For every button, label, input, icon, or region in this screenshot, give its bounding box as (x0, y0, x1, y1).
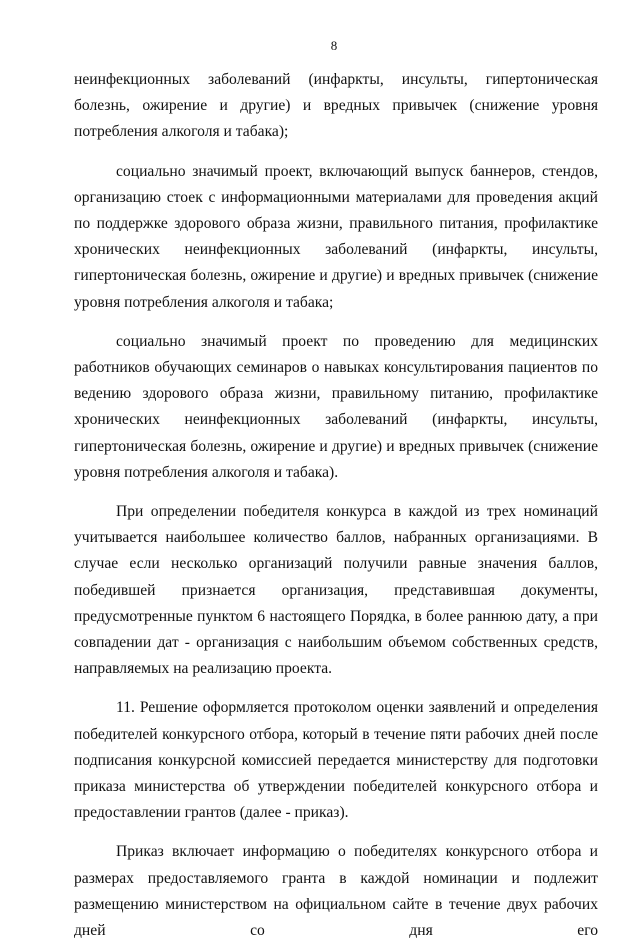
paragraph-banners-project: социально значимый проект, включающий выпуск баннеров, стендов, организацию стоек с информационными материалами для проведения акций по поддержке здорового образа жизни, правильного питания, профилактике хронических неинфекционных заболеваний (инфаркты, инсульты, гипертоническая болезнь, ожирение и другие) и вредных привычек (снижение уровня потребления алкоголя и табака; (74, 162, 598, 311)
paragraph-winner-determination: При определении победителя конкурса в каждой из трех номинаций учитывается наибольшее количество баллов, набранных организациями. В случае если несколько организаций получили равные значения баллов, победившей признается организация, представившая документы, предусмотренные пунктом 6 настоящего Порядка, в более раннюю дату, а при совпадении дат - организация с наибольшим объемом собственных средств, направляемых на реализацию проекта. (74, 503, 598, 678)
paragraph-protocol-decision: 11. Решение оформляется протоколом оценки заявлений и определения победителей конкурсного отбора, который в течение пяти рабочих дней после подписания конкурсной комиссией передается министерству для подготовки приказа министерства об утверждении победителей конкурсного отбора и предоставлении грантов (далее - приказ). (74, 699, 598, 822)
paragraph-order-contents: Приказ включает информацию о победителях конкурсного отбора и размерах предоставляемого гранта в каждой номинации и подлежит размещению министерством на официальном сайте в течение двух рабочих дней со дня его (74, 843, 598, 940)
paragraph-continued-list-item: неинфекционных заболеваний (инфаркты, инсульты, гипертоническая болезнь, ожирение и другие) и вредных привычек (снижение уровня потребления алкоголя и табака); (74, 71, 598, 141)
paragraph-seminars-project: социально значимый проект по проведению для медицинских работников обучающих семинаров о навыках консультирования пациентов по ведению здорового образа жизни, правильному питанию, профилактике хронических неинфекционных заболеваний (инфаркты, инсульты, гипертоническая болезнь, ожирение и другие) и вредных привычек (снижение уровня потребления алкоголя и табака). (74, 332, 598, 481)
document-body (74, 67, 598, 944)
page-number: 8 (330, 38, 338, 53)
